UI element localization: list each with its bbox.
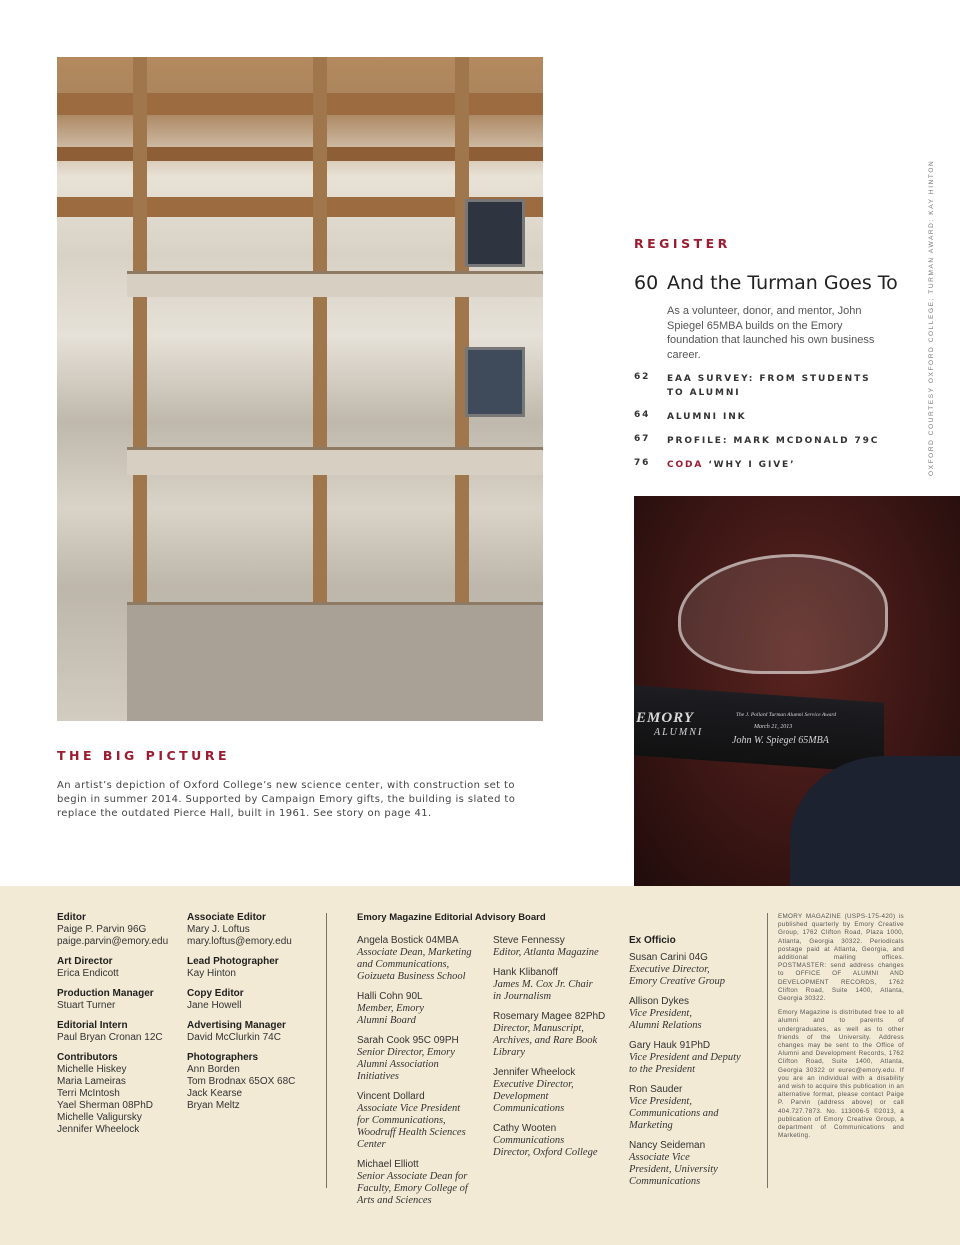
toc-page: 62 bbox=[634, 372, 651, 382]
toc-highlight: CODA bbox=[667, 460, 704, 470]
register-heading: REGISTER bbox=[634, 236, 731, 251]
plaque-award: The J. Pollard Turman Alumni Service Award bbox=[736, 712, 837, 718]
toc-title: ‘WHY I GIVE’ bbox=[708, 460, 796, 470]
masthead-staff-col2: Associate Editor Mary J. Loftus mary.loftus@emory.edu Lead Photographer Kay Hinton Copy Editor Jane Howell Advertising Manager David McClurkin 74C Photographers Ann Borden Tom Brodnax 65OX 68C Jack Kearse Bryan Meltz bbox=[187, 912, 317, 1120]
publication-notice bbox=[778, 913, 904, 1146]
plaque-date: March 21, 2013 bbox=[754, 724, 793, 730]
editor-email[interactable]: paige.parvin@emory.edu bbox=[57, 936, 169, 947]
big-picture-caption: An artist’s depiction of Oxford College’s new science center, with construction set to begin in summer 2014. Supported by Campaign Emory gifts, the building is slated to replace the outdated Pierce Hall, built in 1961. See story on page 41. bbox=[57, 780, 516, 819]
column-divider bbox=[767, 913, 768, 1188]
toc-page: 64 bbox=[634, 410, 651, 420]
legal-paragraph: Emory Magazine is distributed free to all alumni and to parents of undergraduates, as well as to other friends of the University. Address changes may be sent to the Office of Alumni and Development Records, 1762 Clifton Road, Suite 1400, Atlanta, Georgia 30322 or eurec@emory.edu. If you are an individual with a disability and wish to acquire this publication in an alternative format, please contact Paige P. Parvin (address above) or call 404.727.7873. No. 113006-5 ©2013, a publication of Emory Creative Group, a department of Communications and Marketing. bbox=[778, 1009, 904, 1140]
feature-title[interactable]: And the Turman Goes To bbox=[667, 272, 898, 294]
crystal-bull-icon bbox=[678, 554, 888, 674]
ex-officio-title: Ex Officio bbox=[629, 935, 676, 946]
plaque-sub: ALUMNI bbox=[654, 727, 704, 738]
science-center-rendering bbox=[57, 57, 543, 721]
toc-item[interactable] bbox=[634, 372, 894, 402]
toc-title: EAA SURVEY: FROM STUDENTS TO ALUMNI bbox=[667, 374, 871, 398]
feature-description: As a volunteer, donor, and mentor, John Spiegel 65MBA builds on the Emory foundation that launched his own business career. bbox=[667, 305, 875, 361]
ex-officio-col: Susan Carini 04G Executive Director, Emory Creative Group Allison Dykes Vice President, Alumni Relations Gary Hauk 91PhD Vice President and Deputy to the President Ron Sauder Vice President, Communications and Marketing Nancy Seideman Associate Vice President, University Communications bbox=[629, 952, 741, 1187]
big-picture-heading: THE BIG PICTURE bbox=[57, 748, 230, 763]
advisory-board-col2: Steve Fennessy Editor, Atlanta Magazine Hank Klibanoff James M. Cox Jr. Chair in Journalism Rosemary Magee 82PhD Director, Manuscript, Archives, and Rare Book Library Jennifer Wheelock Executive Director, Development Communications Cathy Wooten Communications Director, Oxford College bbox=[493, 935, 606, 1158]
legal-paragraph: EMORY MAGAZINE (USPS-175-420) is published quarterly by Emory Creative Group, 1762 Clifton Road, Plaza 1000, Atlanta, Georgia 30322. Periodicals postage paid at Atlanta, Georgia, and additional mailing offices. POSTMASTER: send address changes to OFFICE OF ALUMNI AND DEVELOPMENT RECORDS, 1762 Clifton Road, Suite 1400, Atlanta, Georgia 30322. bbox=[778, 913, 904, 1003]
turman-award-photo bbox=[634, 496, 960, 886]
associate-editor-email[interactable]: mary.loftus@emory.edu bbox=[187, 936, 292, 947]
toc-title: PROFILE: MARK MCDONALD 79C bbox=[667, 436, 880, 446]
toc-title: ALUMNI INK bbox=[667, 412, 747, 422]
feature-page-number: 60 bbox=[634, 272, 659, 294]
advisory-board-col1: Angela Bostick 04MBA Associate Dean, Marketing and Communications, Goizueta Business School Halli Cohn 90L Member, Emory Alumni Board Sarah Cook 95C 09PH Senior Director, Emory Alumni Association Initiatives Vincent Dollard Associate Vice President for Communications, Woodruff Health Sciences Center Michael Elliott Senior Associate Dean for Faculty, Emory College of Arts and Sciences bbox=[357, 935, 472, 1206]
column-divider bbox=[326, 913, 327, 1188]
toc-item[interactable] bbox=[634, 410, 894, 424]
toc-item[interactable] bbox=[634, 434, 894, 448]
toc-page: 67 bbox=[634, 434, 651, 444]
plaque-brand: EMORY bbox=[636, 710, 695, 726]
plaque-name: John W. Spiegel 65MBA bbox=[732, 735, 829, 746]
photo-credit: OXFORD COURTESY OXFORD COLLEGE; TURMAN AWARD: KAY HINTON bbox=[928, 159, 935, 476]
advisory-board-title: Emory Magazine Editorial Advisory Board bbox=[357, 912, 546, 923]
toc-page: 76 bbox=[634, 458, 651, 468]
masthead-staff-col1: Editor Paige P. Parvin 96G paige.parvin@emory.edu Art Director Erica Endicott Production Manager Stuart Turner Editorial Intern Paul Bryan Cronan 12C Contributors Michelle Hiskey Maria Lameiras Terri McIntosh Yael Sherman 08PhD Michelle Valigursky Jennifer Wheelock bbox=[57, 912, 182, 1144]
toc-item[interactable] bbox=[634, 458, 894, 472]
